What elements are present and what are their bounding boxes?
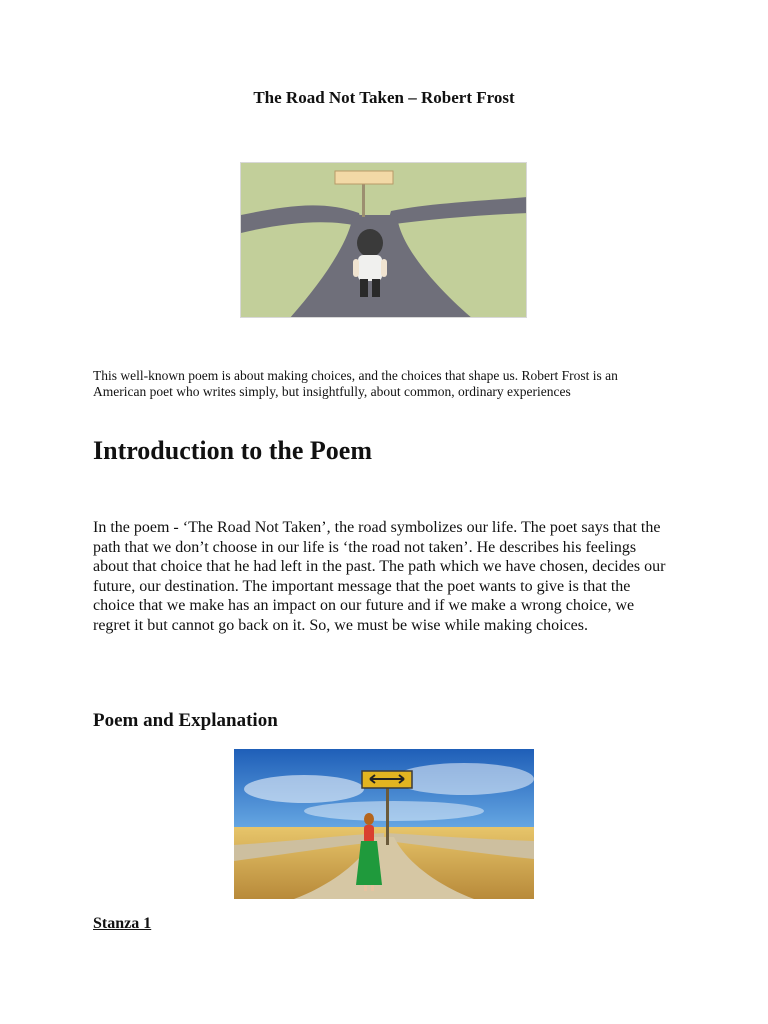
crossroads-cartoon-image <box>240 162 527 318</box>
poem-explanation-heading: Poem and Explanation <box>93 710 278 731</box>
introduction-body: In the poem - ‘The Road Not Taken’, the road symbolizes our life. The poet says that the path that we don’t choose in our life is ‘the road not taken’. He describes his feelings about that choice that he had left in the past. The path which we have chosen, decides our future, our destination. The important message that the poet wants to give is that the choice that we make has an impact on our future and if we make a wrong choice, we regret it but cannot go back on it. So, we must be wise while making choices. <box>93 519 666 634</box>
crossroads-photo-image <box>234 749 534 899</box>
introduction-heading: Introduction to the Poem <box>93 436 373 465</box>
document-title: The Road Not Taken – Robert Frost <box>253 88 515 107</box>
intro-paragraph: This well-known poem is about making choices, and the choices that shape us. Robert Frost is an American poet who writes simply, but insightfully, about common, ordinary experiences <box>93 368 618 399</box>
stanza-label: Stanza 1 <box>93 915 152 932</box>
